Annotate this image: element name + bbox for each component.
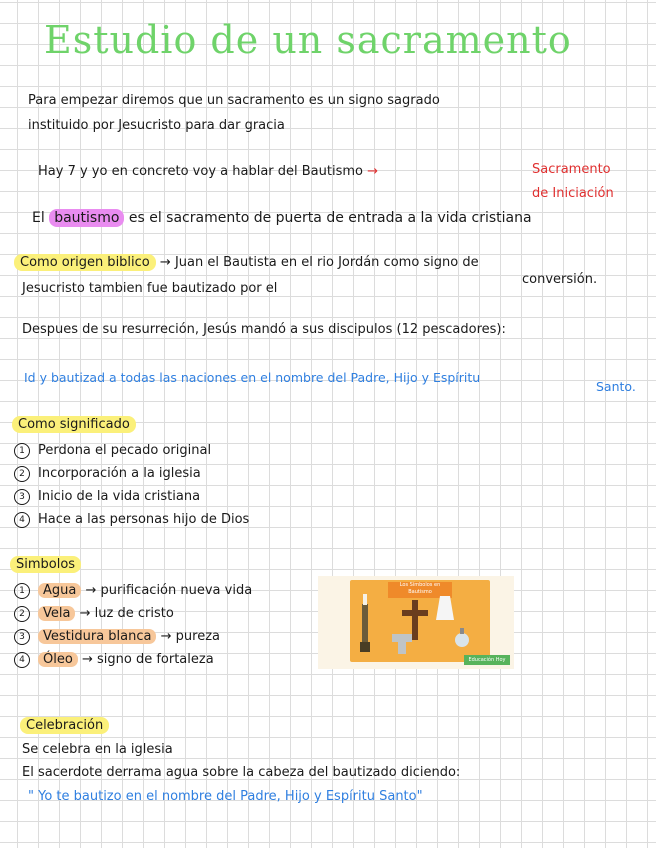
biblical-label: Como origen biblico [14,254,156,271]
arrow-icon: → [85,583,97,598]
meaning-item [14,465,201,483]
biblical-text: Juan el Bautista en el rio Jordán como signo de [174,255,479,270]
symbol-meaning: signo de fortaleza [96,652,214,667]
definition-line [32,209,532,227]
topic-line [38,163,378,181]
number-circle-icon: 2 [14,606,30,622]
meaning-item [14,442,211,460]
celebration-section [20,717,109,735]
topic-text: Hay 7 y yo en concreto voy a hablar del Bautismo [38,164,363,179]
symbols-illustration-icon [350,580,490,662]
symbols-section [10,556,81,574]
symbols-label: Simbolos [10,556,81,573]
symbol-name: Óleo [38,652,78,667]
meaning-item [14,511,249,529]
symbols-image-caption: Educación Hoy [464,655,510,665]
number-circle-icon: 3 [14,489,30,505]
symbols-image-panel [350,580,490,662]
celebration-label: Celebración [20,717,109,734]
symbol-meaning: pureza [175,629,221,644]
number-circle-icon: 4 [14,652,30,668]
biblical-arrow: → [159,255,171,270]
number-circle-icon: 1 [14,443,30,459]
symbol-item [14,605,174,623]
arrow-icon: → [81,652,93,667]
celebration-quote: " Yo te bautizo en el nombre del Padre, Hijo y Espíritu Santo" [28,789,423,804]
arrow-icon: → [79,606,91,621]
bautismo-highlight: bautismo [49,209,124,227]
biblical-line-2: Jesucristo tambien fue bautizado por el [22,281,278,296]
meaning-text: Inicio de la vida cristiana [38,489,201,504]
topic-arrow: → [367,164,379,179]
topic-category-2: de Iniciación [532,186,614,201]
page-title: Estudio de un sacramento [44,18,572,62]
intro-line-1: Para empezar diremos que un sacramento es un signo sagrado [28,93,440,108]
meaning-text: Perdona el pecado original [38,443,212,458]
symbol-item [14,628,220,646]
meaning-label: Como significado [12,416,136,433]
quote-line-1: Id y bautizad a todas las naciones en el nombre del Padre, Hijo y Espíritu [24,370,481,385]
number-circle-icon: 3 [14,629,30,645]
celebration-line-2: El sacerdote derrama agua sobre la cabeza del bautizado diciendo: [22,765,461,780]
symbol-name: Vestidura blanca [38,629,156,644]
number-circle-icon: 4 [14,512,30,528]
definition-prefix: El [32,210,45,226]
number-circle-icon: 1 [14,583,30,599]
symbol-item [14,582,252,600]
biblical-line [14,254,479,272]
celebration-line-1: Se celebra en la iglesia [22,742,173,757]
meaning-text: Hace a las personas hijo de Dios [38,512,250,527]
symbols-image [318,576,514,669]
quote-line-2: Santo. [596,379,636,394]
meaning-item [14,488,200,506]
number-circle-icon: 2 [14,466,30,482]
biblical-continuation: conversión. [522,272,598,287]
arrow-icon: → [160,629,172,644]
symbol-item [14,651,214,669]
meaning-text: Incorporación a la iglesia [38,466,201,481]
symbol-name: Agua [38,583,81,598]
topic-category-1: Sacramento [532,162,611,177]
resurrection-line: Despues de su resurreción, Jesús mandó a sus discipulos (12 pescadores): [22,322,506,337]
intro-line-2: instituido por Jesucristo para dar gracia [28,118,285,133]
symbol-meaning: luz de cristo [94,606,174,621]
definition-rest: es el sacramento de puerta de entrada a la vida cristiana [128,210,532,226]
symbol-meaning: purificación nueva vida [100,583,253,598]
symbols-image-banner: Los Símbolos en Bautismo [388,582,452,598]
symbol-name: Vela [38,606,75,621]
meaning-section [12,416,136,434]
